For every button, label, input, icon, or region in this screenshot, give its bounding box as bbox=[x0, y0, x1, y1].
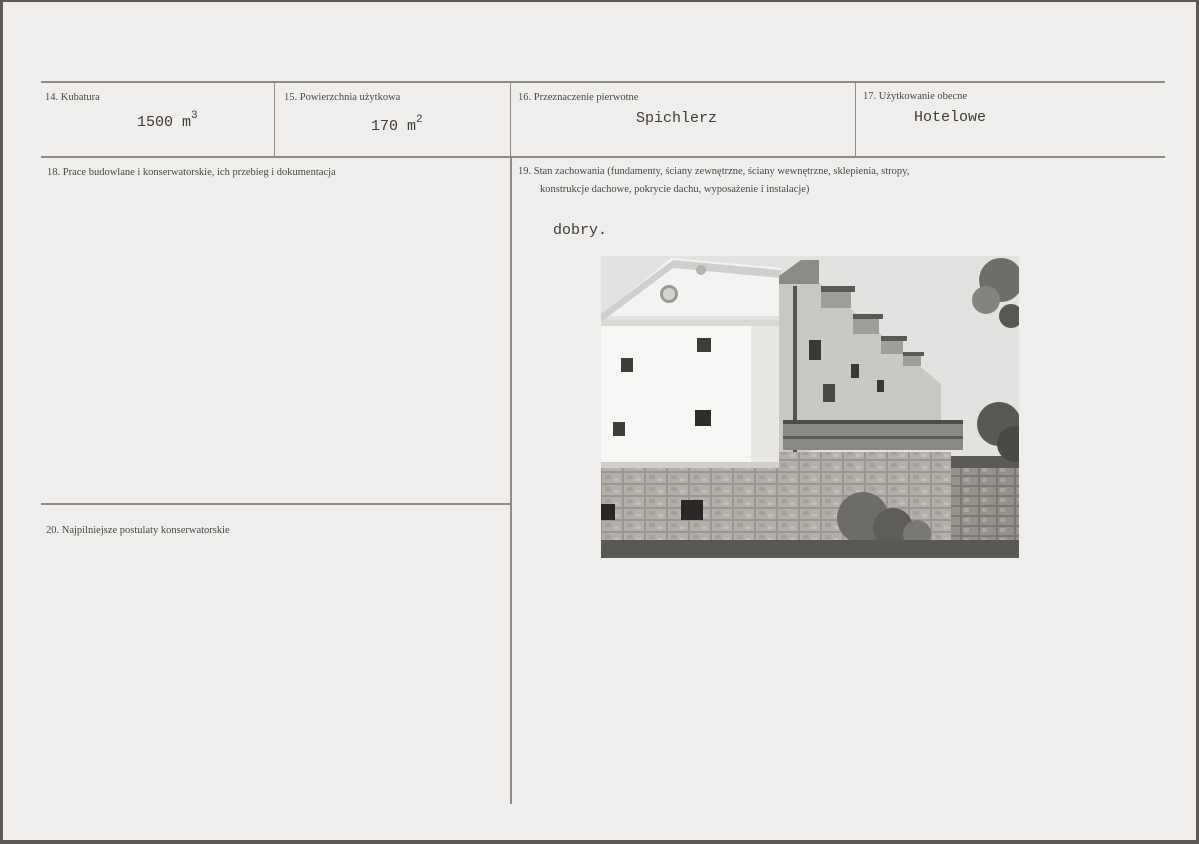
field-15-value bbox=[371, 116, 423, 135]
field-14-value bbox=[137, 112, 198, 131]
area-number: 170 m bbox=[371, 118, 417, 135]
record-card bbox=[3, 2, 1196, 840]
field-17-label: 17. Użytkowanie obecne bbox=[863, 91, 968, 102]
field-17-value: Hotelowe bbox=[914, 109, 987, 126]
row1-bottom-rule bbox=[41, 156, 1165, 158]
kubatura-exponent: 3 bbox=[191, 110, 198, 122]
top-rule bbox=[41, 81, 1165, 83]
building-photo bbox=[601, 256, 1019, 558]
kubatura-number: 1500 m bbox=[137, 114, 192, 131]
granary-photo-illustration bbox=[601, 256, 1019, 558]
field-14-label: 14. Kubatura bbox=[45, 92, 100, 103]
field-20-label: 20. Najpilniejsze postulaty konserwatorskie bbox=[46, 525, 230, 536]
field-16-value: Spichlerz bbox=[636, 110, 718, 127]
main-column-divider bbox=[510, 156, 512, 804]
field-15-label: 15. Powierzchnia użytkowa bbox=[284, 92, 401, 103]
field-16-label: 16. Przeznaczenie pierwotne bbox=[518, 92, 639, 103]
field-19-label-line2: konstrukcje dachowe, pokrycie dachu, wyposażenie i instalacje) bbox=[540, 184, 810, 195]
area-exponent: 2 bbox=[416, 114, 423, 126]
field-19-value: dobry. bbox=[553, 222, 608, 239]
field-19-label-line1: 19. Stan zachowania (fundamenty, ściany zewnętrzne, ściany wewnętrzne, sklepienia, stropy, bbox=[518, 166, 910, 177]
field18-bottom-rule bbox=[41, 503, 511, 505]
divider-16-17 bbox=[855, 81, 856, 158]
field-18-label: 18. Prace budowlane i konserwatorskie, ich przebieg i dokumentacja bbox=[47, 167, 336, 178]
divider-15-16 bbox=[510, 81, 511, 158]
divider-14-15 bbox=[274, 81, 275, 158]
